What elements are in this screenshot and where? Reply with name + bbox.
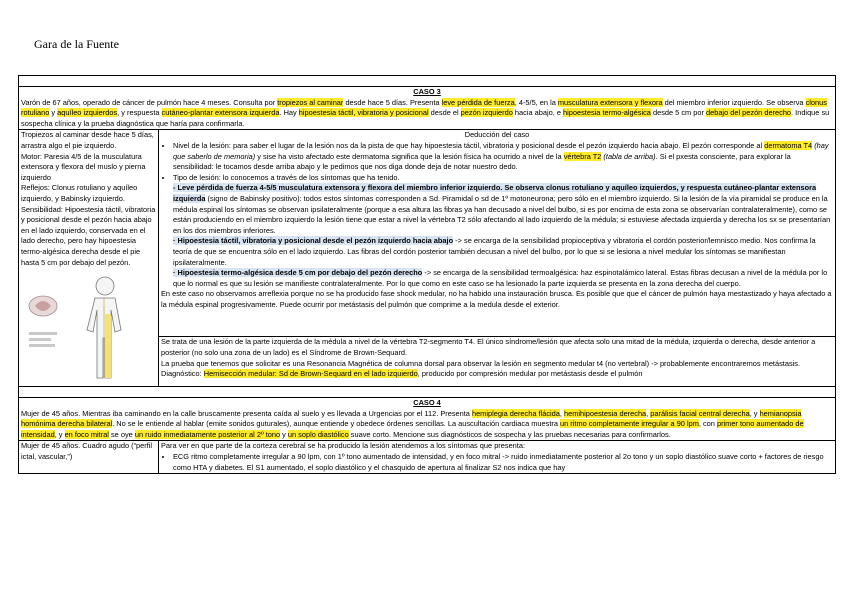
caso3-conclusion-cell (159, 337, 836, 387)
highlight-run: en foco mitral (64, 429, 109, 439)
highlight-run: vértebra T2 (563, 151, 602, 161)
text-run: , y (54, 429, 65, 439)
tipo-lesion-item: • Tipo de lesión: lo conocemos a través de los síntomas que ha tenido. (173, 173, 833, 184)
highlight-run: dermatoma T4 (764, 140, 813, 150)
text-run: . Indique su sospecha clínica y la prueba diagnóstica que haría para confirmarla. (21, 108, 830, 128)
caso3-title: CASO 3 (413, 87, 441, 96)
caso4-statement (19, 398, 836, 441)
caso3-left-cell (19, 130, 159, 387)
highlight-run: hipoestesia táctil, vibratoria y posicional (298, 108, 429, 118)
caso4-list (161, 452, 833, 473)
sintoma-motor-bold: - Leve pérdida de fuerza 4-5/5 musculatura extensora y flexora del miembro inferior izquierdo. Se observa clonus rotuliano y aquíleo izquierdos, y respuesta cutáneo-plantar extensora izquierda (173, 183, 817, 203)
highlight-run: cutáneo-plantar extensora izquierda (161, 108, 280, 118)
sintoma-tactil (161, 236, 833, 268)
caso4-left-cell (19, 441, 159, 474)
highlight-run: hemiplegia derecha flácida (471, 408, 560, 418)
text-run: y sise ha visto afectado este dermatoma significa que la lesión física ha ocurrido a nivel de la (255, 151, 564, 161)
conclusion-lesion: Se trata de una lesión de la parte izquierda de la médula a nivel de la vértebra T2-segmento T4. El único síndrome/lesión que afecta solo una mitad de la médula, izquierda o derecha, desde anterior a posterior (no solo una zona de un lado) es el Síndrome de Brown-Sequard. (161, 337, 816, 358)
legend-swatch-1 (29, 332, 57, 335)
text-run: , y (749, 408, 760, 418)
affected-region (105, 314, 111, 378)
legend-swatch-3 (29, 344, 55, 347)
caso4-title: CASO 4 (413, 398, 441, 408)
caso3-paragraph (21, 98, 833, 130)
text-run: desde hace 5 días. Presenta (343, 97, 442, 107)
text-run: , 4-5/5, en la (514, 97, 558, 107)
text-run: , y respuesta (117, 108, 162, 118)
text-run: . No se le entiende al hablar (emite sonidos guturales), aunque entiende y obedece órdenes sencillas. La auscultación cardiaca muestra (112, 419, 561, 429)
text-run: del miembro inferior izquierdo. Se observa (662, 97, 806, 107)
highlight-run: aquíleo izquierdos (57, 108, 118, 118)
caso4-summary: Mujer de 45 años. Cuadro agudo (“perfil ictal, vascular,”) (21, 441, 153, 462)
highlight-run: primer tono aumentado de intensidad (21, 419, 804, 439)
text-run: Nivel de la lesión: para saber el lugar de la lesión nos da la pista de que hay hipoestesia táctil, vibratoria y posicional desde el pezón izquierdo hacia abajo. El pezón corresponde al (173, 140, 765, 150)
diagnostico-highlight: Hemisección medular: Sd de Brown-Sequard en el lado izquierdo (203, 369, 418, 379)
text-run: , con (698, 419, 717, 429)
highlight-run: hemihipoestesia derecha (564, 408, 647, 418)
text-run: y (280, 429, 288, 439)
text-run: , (559, 408, 564, 418)
final-paragraph: En este caso no observamos arreflexia porque no se ha producido fase shock medular, no ha habido una instauración brusca. Es posible que que el cáncer de pulmón haya mestastizado y haya afectado a la médula espinal progresivamente. Puede ocurrir por metástasis del pulmón que comprime a la medula desde el exterior. (161, 289, 832, 309)
text-run: suave corto. Mencione sus diagnósticos de sospecha y las pruebas necesarias para confirmarlos. (348, 429, 671, 439)
diagnostico-text: , producido por compresión medular por metástasis desde el pulmón (417, 369, 643, 379)
caso3-statement (19, 87, 836, 130)
spacer-row (19, 76, 836, 87)
highlight-run: un soplo diastólico (287, 429, 349, 439)
diagnostico-label: Diagnóstico: (161, 369, 204, 379)
highlight-run: pezón izquierdo (460, 108, 513, 118)
highlight-run: parálisis facial central derecha (650, 408, 750, 418)
text-run: desde el (428, 108, 461, 118)
brown-sequard-illustration (23, 274, 153, 384)
sintoma-motor-text: (signo de Babinsky positivo): todos estos síntomas corresponden a Sd. Piramidal o sd de 1º motoneurona; pero sólo en el miembro izquierdo. Si la lesión de la vía piramidal se produce en la médula espinal los síntomas se observan ipsilateralmente (porque a esa altura las fibras ya han decusado a nivel del bulbo, si es por encima de esta zona se observarían contralateralmente), como se están produciendo en el miembro izquierdo la lesión tiene que estar a nivel la vértebra T2 sólo afectando al lado izquierdo de la médula; si estuviese afectada izquierda y derecha los sx se presentarían en los dos miembros inferiores. (173, 193, 831, 235)
caso4-paragraph (21, 409, 833, 441)
text-run: Mujer de 45 años. Mientras iba caminando en la calle bruscamente presenta caída al suelo y es llevada a Urgencias por el 112. Presenta (21, 408, 472, 418)
diagnostico (161, 369, 833, 380)
sintoma-tactil-bold: · Hipoestesia táctil, vibratoria y posicional desde el pezón izquierdo hacia abajo (173, 236, 454, 246)
highlight-run: clonus rotuliano (21, 97, 827, 118)
conclusion-prueba: La prueba que tenemos que solicitar es una Resonancia Magnética de columna dorsal para observar la lesión en segmento medular t4 (no vertebral) -> probablemente encontraremos metástasis. (161, 358, 801, 368)
caso4-right-cell (159, 441, 836, 474)
text-run: desde 5 cm por (650, 108, 706, 118)
case-table (18, 75, 836, 474)
highlight-run: un ritmo completamente irregular a 90 lpm (560, 419, 699, 429)
highlight-run: musculatura extensora y flexora (557, 97, 663, 107)
legend-swatch-2 (29, 338, 51, 341)
text-run: . Hay (279, 108, 299, 118)
highlight-run: hemianopsia homónima derecha bilateral (21, 408, 802, 429)
nivel-lesion-item (173, 141, 833, 173)
text-run: , (646, 408, 651, 418)
highlight-run: tropiezos al caminar (277, 97, 344, 107)
text-run: y (49, 108, 58, 118)
spacer-row-2 (19, 387, 836, 398)
text-run: Varón de 67 años, operado de cáncer de pulmón hace 4 meses. Consulta por (21, 97, 278, 107)
sintoma-termo (161, 268, 833, 289)
spinal-cord-body-figure (21, 268, 156, 386)
text-run: . Si el pxesta consciente, para explorar la sensibilidad: le tocamos desde arriba abajo y le pedimos que nos diga donde deja de notar nuestro dedo. (173, 151, 791, 172)
highlight-run: leve pérdida de fuerza (441, 97, 515, 107)
author-name: Gara de la Fuente (34, 37, 119, 51)
text-run: hacia abajo, e (512, 108, 563, 118)
highlight-run: hipoestesia termo-algésica (563, 108, 651, 118)
sintoma-termo-text: -> se encarga de la sensibilidad termoalgésica: haz espinotalámico lateral. Estas fibras decusan a nivel de la médula por lo que lo normal es que su lesión se manifieste contralateralmente. Por lo que como en este caso se ha lesionado la parte izquierda se presenta en la zona derecha del cuerpo. (173, 268, 828, 288)
sintoma-motor (161, 183, 833, 236)
sintoma-termo-bold: · Hipoestesia termo-algésica desde 5 cm por debajo del pezón derecho (173, 268, 423, 278)
sintoma-tactil-text: -> se encarga de la sensibilidad propioceptiva y vibratoria el cordón posterior/lemnisco medio. Nos confirma la teoría de que se encuentra sólo en el lado izquierdo. Las fibras del cordón posterior también decusan a nivel del bulbo, por lo que si se lesiona a nivel medular los síntomas se manifiestan ipsilateralmente. (173, 236, 816, 267)
deduccion-list (161, 141, 833, 183)
highlight-run: un ruido inmediatamente posterior al 2º tono (134, 429, 281, 439)
deduccion-title: Deducción del caso (464, 130, 530, 140)
text-run: (tabla de arriba) (601, 151, 656, 161)
figure-head (96, 277, 114, 295)
caso4-ecg-item: • ECG ritmo completamente irregular a 90 lpm, con 1º tono aumentado de intensidad, y en foco mitral -> ruido inmediatamente posterior al 2o tono y un soplo diastólico suave corto + factores de riesgo como HTA y diabetes. El S1 aumentado, el soplo diastólico y el chasquido de apertura al finalizar S2 nos indica que hay (173, 452, 833, 473)
highlight-run: debajo del pezón derecho (705, 108, 792, 118)
caso3-summary: Tropiezos al caminar desde hace 5 días, arrastra algo el pie izquierdo. Motor: Paresia 4/5 de la musculatura extensora y flexora del muslo y pierna izquierdo Reflejos: Clonus rotuliano y aquíleo izquierdo, y Babinsky izquierdo. Sensibilidad: Hipoestesia táctil, vibratoria y posicional desde el pezón hacia abajo en el lado izquierdo, conservada en el lado derecho, pero hay hipoestesia termo-algésica derecha desde el pie hasta 5 cm por debajo del pezón. (21, 130, 156, 267)
caso3-deduccion-cell (159, 130, 836, 337)
caso4-intro: Para ver en que parte de la corteza cerebral se ha producido la lesión atendemos a los síntomas que presenta: (161, 441, 526, 451)
text-run: se oye (108, 429, 135, 439)
text-run: (hay que saberlo de memoria) (173, 140, 829, 161)
